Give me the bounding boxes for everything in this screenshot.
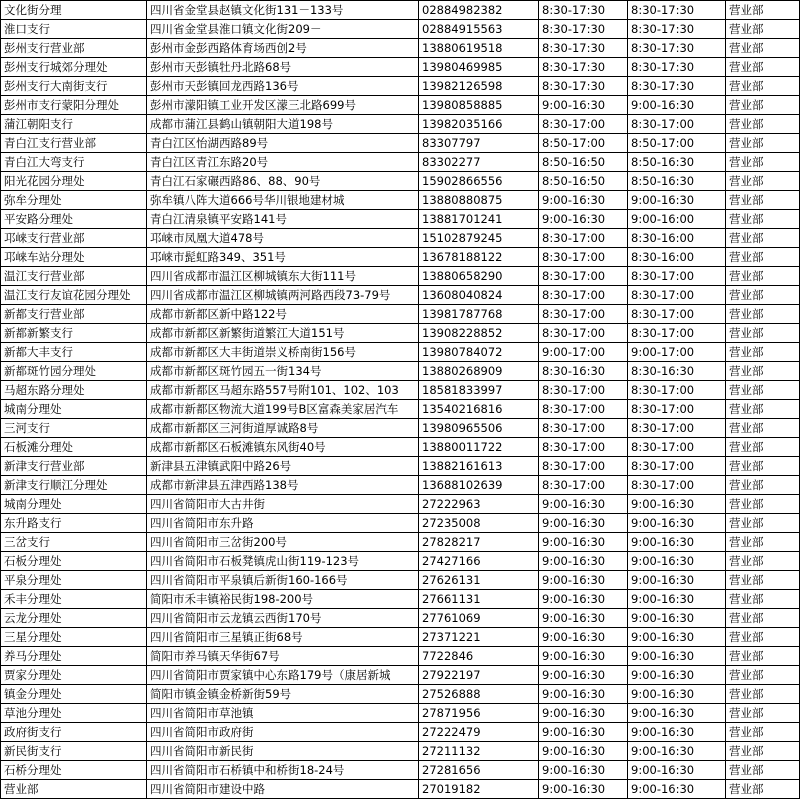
department-cell: 营业部	[726, 533, 800, 552]
address-cell: 青白江石家碾西路86、88、90号	[147, 172, 419, 191]
weekday-hours-cell: 9:00-16:30	[539, 514, 628, 533]
phone-cell: 18581833997	[419, 381, 539, 400]
department-cell: 营业部	[726, 780, 800, 799]
weekday-hours-cell: 8:30-17:00	[539, 438, 628, 457]
weekday-hours-cell: 8:30-17:00	[539, 248, 628, 267]
department-cell: 营业部	[726, 191, 800, 210]
phone-cell: 15902866556	[419, 172, 539, 191]
phone-cell: 27235008	[419, 514, 539, 533]
table-row	[1, 267, 800, 286]
weekday-hours-cell: 9:00-16:30	[539, 761, 628, 780]
branch-name-cell: 新津支行顺江分理处	[1, 476, 147, 495]
address-cell: 成都市新都区斑竹园五一街134号	[147, 362, 419, 381]
weekend-hours-cell: 9:00-16:30	[628, 704, 726, 723]
branch-name-cell: 青白江大弯支行	[1, 153, 147, 172]
department-cell: 营业部	[726, 172, 800, 191]
weekend-hours-cell: 9:00-16:30	[628, 742, 726, 761]
phone-cell: 27371221	[419, 628, 539, 647]
branch-name-cell: 邛崃支行营业部	[1, 229, 147, 248]
branch-name-cell: 云龙分理处	[1, 609, 147, 628]
weekday-hours-cell: 9:00-16:30	[539, 495, 628, 514]
weekday-hours-cell: 9:00-16:30	[539, 723, 628, 742]
branch-name-cell: 邛崃车站分理处	[1, 248, 147, 267]
address-cell: 四川省简阳市石桥镇中和桥街18-24号	[147, 761, 419, 780]
table-row	[1, 172, 800, 191]
phone-cell: 27211132	[419, 742, 539, 761]
weekend-hours-cell: 8:30-17:30	[628, 58, 726, 77]
table-row	[1, 343, 800, 362]
department-cell: 营业部	[726, 571, 800, 590]
table-row	[1, 305, 800, 324]
phone-cell: 13880619518	[419, 39, 539, 58]
department-cell: 营业部	[726, 210, 800, 229]
weekday-hours-cell: 9:00-16:30	[539, 628, 628, 647]
address-cell: 四川省简阳市三星镇正街68号	[147, 628, 419, 647]
department-cell: 营业部	[726, 476, 800, 495]
branch-name-cell: 三岔支行	[1, 533, 147, 552]
branch-name-cell: 政府街支行	[1, 723, 147, 742]
table-row	[1, 400, 800, 419]
branch-name-cell: 禾丰分理处	[1, 590, 147, 609]
weekday-hours-cell: 8:50-17:00	[539, 134, 628, 153]
department-cell: 营业部	[726, 742, 800, 761]
phone-cell: 13880880875	[419, 191, 539, 210]
table-row	[1, 1, 800, 20]
branch-name-cell: 草池分理处	[1, 704, 147, 723]
weekend-hours-cell: 9:00-16:30	[628, 780, 726, 799]
weekday-hours-cell: 8:30-17:00	[539, 286, 628, 305]
address-cell: 四川省简阳市新民街	[147, 742, 419, 761]
phone-cell: 13881701241	[419, 210, 539, 229]
address-cell: 四川省简阳市东升路	[147, 514, 419, 533]
weekend-hours-cell: 9:00-16:30	[628, 514, 726, 533]
phone-cell: 83307797	[419, 134, 539, 153]
department-cell: 营业部	[726, 153, 800, 172]
table-row	[1, 153, 800, 172]
phone-cell: 13980858885	[419, 96, 539, 115]
weekend-hours-cell: 8:30-17:00	[628, 381, 726, 400]
weekday-hours-cell: 9:00-16:30	[539, 210, 628, 229]
weekend-hours-cell: 9:00-17:00	[628, 343, 726, 362]
table-row	[1, 229, 800, 248]
table-row	[1, 533, 800, 552]
address-cell: 简阳市禾丰镇裕民街198-200号	[147, 590, 419, 609]
branch-name-cell: 文化街分理	[1, 1, 147, 20]
department-cell: 营业部	[726, 96, 800, 115]
branch-name-cell: 东升路支行	[1, 514, 147, 533]
phone-cell: 15102879245	[419, 229, 539, 248]
weekend-hours-cell: 8:30-17:00	[628, 457, 726, 476]
address-cell: 青白江区青江东路20号	[147, 153, 419, 172]
address-cell: 四川省简阳市平泉镇后新街160-166号	[147, 571, 419, 590]
table-row	[1, 362, 800, 381]
branch-name-cell: 新民街支行	[1, 742, 147, 761]
branch-name-cell: 平泉分理处	[1, 571, 147, 590]
weekend-hours-cell: 9:00-16:30	[628, 609, 726, 628]
department-cell: 营业部	[726, 58, 800, 77]
weekend-hours-cell: 9:00-16:30	[628, 571, 726, 590]
weekend-hours-cell: 8:50-16:30	[628, 153, 726, 172]
weekday-hours-cell: 9:00-16:30	[539, 666, 628, 685]
phone-cell: 13688102639	[419, 476, 539, 495]
table-row	[1, 590, 800, 609]
weekday-hours-cell: 9:00-16:30	[539, 552, 628, 571]
department-cell: 营业部	[726, 723, 800, 742]
table-row	[1, 419, 800, 438]
address-cell: 青白江区怡湖西路89号	[147, 134, 419, 153]
branch-table-body	[1, 1, 800, 799]
weekday-hours-cell: 8:30-17:00	[539, 229, 628, 248]
address-cell: 成都市新都区大丰街道崇义桥南街156号	[147, 343, 419, 362]
table-row	[1, 286, 800, 305]
branch-name-cell: 青白江支行营业部	[1, 134, 147, 153]
table-row	[1, 647, 800, 666]
weekend-hours-cell: 8:30-17:00	[628, 286, 726, 305]
weekday-hours-cell: 8:30-17:00	[539, 324, 628, 343]
phone-cell: 02884915563	[419, 20, 539, 39]
phone-cell: 27828217	[419, 533, 539, 552]
branch-name-cell: 三河支行	[1, 419, 147, 438]
phone-cell: 13980784072	[419, 343, 539, 362]
table-row	[1, 514, 800, 533]
weekend-hours-cell: 8:50-16:30	[628, 172, 726, 191]
address-cell: 成都市新都区新中路122号	[147, 305, 419, 324]
weekday-hours-cell: 8:30-17:00	[539, 419, 628, 438]
address-cell: 彭州市天彭镇牡丹北路68号	[147, 58, 419, 77]
table-row	[1, 457, 800, 476]
branch-name-cell: 彭州支行营业部	[1, 39, 147, 58]
weekday-hours-cell: 8:30-17:00	[539, 400, 628, 419]
table-row	[1, 495, 800, 514]
phone-cell: 27427166	[419, 552, 539, 571]
weekend-hours-cell: 8:30-17:30	[628, 77, 726, 96]
phone-cell: 27222963	[419, 495, 539, 514]
branch-name-cell: 新都新繁支行	[1, 324, 147, 343]
address-cell: 简阳市养马镇天华街67号	[147, 647, 419, 666]
table-row	[1, 742, 800, 761]
department-cell: 营业部	[726, 704, 800, 723]
department-cell: 营业部	[726, 647, 800, 666]
weekday-hours-cell: 9:00-16:30	[539, 590, 628, 609]
phone-cell: 13608040824	[419, 286, 539, 305]
phone-cell: 13880658290	[419, 267, 539, 286]
address-cell: 四川省简阳市建设中路	[147, 780, 419, 799]
weekday-hours-cell: 9:00-16:30	[539, 647, 628, 666]
department-cell: 营业部	[726, 761, 800, 780]
table-row	[1, 571, 800, 590]
address-cell: 四川省金堂县赵镇文化街131－133号	[147, 1, 419, 20]
phone-cell: 27922197	[419, 666, 539, 685]
address-cell: 四川省简阳市云龙镇云西街170号	[147, 609, 419, 628]
address-cell: 成都市新都区石板滩镇东风街40号	[147, 438, 419, 457]
department-cell: 营业部	[726, 685, 800, 704]
table-row	[1, 761, 800, 780]
table-row	[1, 685, 800, 704]
table-row	[1, 96, 800, 115]
weekend-hours-cell: 8:50-17:00	[628, 134, 726, 153]
weekday-hours-cell: 8:30-17:30	[539, 58, 628, 77]
weekday-hours-cell: 8:50-16:50	[539, 172, 628, 191]
phone-cell: 13982035166	[419, 115, 539, 134]
address-cell: 四川省简阳市贾家镇中心东路179号（康居新城	[147, 666, 419, 685]
address-cell: 四川省简阳市草池镇	[147, 704, 419, 723]
table-row	[1, 324, 800, 343]
branch-name-cell: 彭州支行城郊分理处	[1, 58, 147, 77]
table-row	[1, 210, 800, 229]
branch-name-cell: 蒲江朝阳支行	[1, 115, 147, 134]
phone-cell: 13882161613	[419, 457, 539, 476]
weekday-hours-cell: 9:00-16:30	[539, 780, 628, 799]
phone-cell: 13980469985	[419, 58, 539, 77]
weekend-hours-cell: 9:00-16:30	[628, 666, 726, 685]
branch-name-cell: 彭州支行大南街支行	[1, 77, 147, 96]
phone-cell: 13908228852	[419, 324, 539, 343]
phone-cell: 7722846	[419, 647, 539, 666]
weekend-hours-cell: 8:30-17:00	[628, 324, 726, 343]
weekday-hours-cell: 8:30-17:30	[539, 39, 628, 58]
department-cell: 营业部	[726, 248, 800, 267]
address-cell: 成都市新都区三河街道厚诚路8号	[147, 419, 419, 438]
branch-name-cell: 新都大丰支行	[1, 343, 147, 362]
weekend-hours-cell: 9:00-16:30	[628, 96, 726, 115]
branch-name-cell: 新都支行营业部	[1, 305, 147, 324]
branch-name-cell: 石桥分理处	[1, 761, 147, 780]
phone-cell: 13880268909	[419, 362, 539, 381]
department-cell: 营业部	[726, 590, 800, 609]
phone-cell: 27526888	[419, 685, 539, 704]
department-cell: 营业部	[726, 419, 800, 438]
table-row	[1, 20, 800, 39]
address-cell: 四川省成都市温江区柳城镇两河路西段73-79号	[147, 286, 419, 305]
weekend-hours-cell: 8:30-17:00	[628, 267, 726, 286]
table-row	[1, 438, 800, 457]
branch-name-cell: 镇金分理处	[1, 685, 147, 704]
table-row	[1, 552, 800, 571]
phone-cell: 13980965506	[419, 419, 539, 438]
phone-cell: 27222479	[419, 723, 539, 742]
weekend-hours-cell: 9:00-16:30	[628, 761, 726, 780]
weekend-hours-cell: 9:00-16:30	[628, 647, 726, 666]
weekday-hours-cell: 8:30-17:00	[539, 267, 628, 286]
address-cell: 四川省简阳市三岔街200号	[147, 533, 419, 552]
weekday-hours-cell: 9:00-16:30	[539, 571, 628, 590]
table-row	[1, 77, 800, 96]
phone-cell: 27019182	[419, 780, 539, 799]
department-cell: 营业部	[726, 438, 800, 457]
department-cell: 营业部	[726, 134, 800, 153]
branch-name-cell: 三星分理处	[1, 628, 147, 647]
table-row	[1, 248, 800, 267]
weekend-hours-cell: 8:30-17:00	[628, 115, 726, 134]
department-cell: 营业部	[726, 229, 800, 248]
weekday-hours-cell: 9:00-16:30	[539, 533, 628, 552]
branch-name-cell: 营业部	[1, 780, 147, 799]
phone-cell: 83302277	[419, 153, 539, 172]
address-cell: 弥牟镇八阵大道666号华川银地建材城	[147, 191, 419, 210]
department-cell: 营业部	[726, 286, 800, 305]
weekend-hours-cell: 8:30-16:30	[628, 362, 726, 381]
weekend-hours-cell: 8:30-17:30	[628, 39, 726, 58]
address-cell: 简阳市镇金镇金桥新街59号	[147, 685, 419, 704]
weekday-hours-cell: 8:30-17:00	[539, 305, 628, 324]
address-cell: 成都市新津县五津西路138号	[147, 476, 419, 495]
table-row	[1, 191, 800, 210]
table-row	[1, 381, 800, 400]
address-cell: 四川省简阳市大古井街	[147, 495, 419, 514]
weekend-hours-cell: 9:00-16:30	[628, 191, 726, 210]
branch-name-cell: 养马分理处	[1, 647, 147, 666]
branch-name-cell: 石板分理处	[1, 552, 147, 571]
department-cell: 营业部	[726, 552, 800, 571]
department-cell: 营业部	[726, 324, 800, 343]
table-row	[1, 780, 800, 799]
address-cell: 成都市蒲江县鹤山镇朝阳大道198号	[147, 115, 419, 134]
phone-cell: 27281656	[419, 761, 539, 780]
weekend-hours-cell: 9:00-16:00	[628, 210, 726, 229]
weekday-hours-cell: 8:30-17:00	[539, 115, 628, 134]
department-cell: 营业部	[726, 362, 800, 381]
address-cell: 四川省成都市温江区柳城镇东大街111号	[147, 267, 419, 286]
weekend-hours-cell: 8:30-17:00	[628, 419, 726, 438]
address-cell: 邛崃市凤凰大道478号	[147, 229, 419, 248]
weekend-hours-cell: 9:00-16:30	[628, 533, 726, 552]
department-cell: 营业部	[726, 457, 800, 476]
branch-name-cell: 石板滩分理处	[1, 438, 147, 457]
branch-name-cell: 阳光花园分理处	[1, 172, 147, 191]
weekend-hours-cell: 9:00-16:30	[628, 495, 726, 514]
weekday-hours-cell: 9:00-16:30	[539, 704, 628, 723]
table-row	[1, 39, 800, 58]
weekend-hours-cell: 8:30-17:30	[628, 20, 726, 39]
branch-name-cell: 淮口支行	[1, 20, 147, 39]
branch-name-cell: 平安路分理处	[1, 210, 147, 229]
weekend-hours-cell: 8:30-17:00	[628, 305, 726, 324]
weekday-hours-cell: 8:30-17:00	[539, 476, 628, 495]
table-row	[1, 628, 800, 647]
phone-cell: 13880011722	[419, 438, 539, 457]
weekday-hours-cell: 8:30-17:00	[539, 381, 628, 400]
weekend-hours-cell: 8:30-17:00	[628, 476, 726, 495]
table-row	[1, 704, 800, 723]
branch-name-cell: 新津支行营业部	[1, 457, 147, 476]
phone-cell: 02884982382	[419, 1, 539, 20]
department-cell: 营业部	[726, 77, 800, 96]
address-cell: 彭州市天彭镇回龙西路136号	[147, 77, 419, 96]
weekend-hours-cell: 8:30-17:30	[628, 1, 726, 20]
phone-cell: 27661131	[419, 590, 539, 609]
address-cell: 新津县五津镇武阳中路26号	[147, 457, 419, 476]
weekend-hours-cell: 9:00-16:30	[628, 685, 726, 704]
weekday-hours-cell: 8:30-16:30	[539, 362, 628, 381]
phone-cell: 13678188122	[419, 248, 539, 267]
address-cell: 四川省金堂县淮口镇文化街209－	[147, 20, 419, 39]
weekend-hours-cell: 8:30-16:00	[628, 248, 726, 267]
address-cell: 成都市新都区新繁街道繁江大道151号	[147, 324, 419, 343]
phone-cell: 13540216816	[419, 400, 539, 419]
address-cell: 彭州市金彭西路体育场西创2号	[147, 39, 419, 58]
branch-name-cell: 弥牟分理处	[1, 191, 147, 210]
weekend-hours-cell: 9:00-16:30	[628, 723, 726, 742]
department-cell: 营业部	[726, 20, 800, 39]
weekday-hours-cell: 9:00-16:30	[539, 609, 628, 628]
weekend-hours-cell: 9:00-16:30	[628, 590, 726, 609]
department-cell: 营业部	[726, 1, 800, 20]
address-cell: 邛崃市髭虹路349、351号	[147, 248, 419, 267]
department-cell: 营业部	[726, 267, 800, 286]
weekday-hours-cell: 9:00-16:30	[539, 191, 628, 210]
weekday-hours-cell: 9:00-16:30	[539, 742, 628, 761]
phone-cell: 27761069	[419, 609, 539, 628]
table-row	[1, 115, 800, 134]
weekday-hours-cell: 8:30-17:00	[539, 457, 628, 476]
branch-name-cell: 温江支行营业部	[1, 267, 147, 286]
table-row	[1, 723, 800, 742]
table-row	[1, 476, 800, 495]
department-cell: 营业部	[726, 666, 800, 685]
department-cell: 营业部	[726, 381, 800, 400]
address-cell: 彭州市濛阳镇工业开发区濛三北路699号	[147, 96, 419, 115]
weekday-hours-cell: 9:00-16:30	[539, 685, 628, 704]
table-row	[1, 666, 800, 685]
weekend-hours-cell: 9:00-16:30	[628, 552, 726, 571]
department-cell: 营业部	[726, 305, 800, 324]
table-row	[1, 134, 800, 153]
branch-name-cell: 新都斑竹园分理处	[1, 362, 147, 381]
branch-name-cell: 温江支行友谊花园分理处	[1, 286, 147, 305]
weekday-hours-cell: 8:30-17:30	[539, 1, 628, 20]
address-cell: 成都市新都区物流大道199号B区富森美家居汽车	[147, 400, 419, 419]
branch-name-cell: 彭州市支行蒙阳分理处	[1, 96, 147, 115]
address-cell: 四川省简阳市石板凳镇虎山街119-123号	[147, 552, 419, 571]
branch-name-cell: 马超东路分理处	[1, 381, 147, 400]
address-cell: 四川省简阳市政府街	[147, 723, 419, 742]
department-cell: 营业部	[726, 115, 800, 134]
phone-cell: 27626131	[419, 571, 539, 590]
weekday-hours-cell: 9:00-17:00	[539, 343, 628, 362]
department-cell: 营业部	[726, 39, 800, 58]
weekend-hours-cell: 9:00-16:30	[628, 628, 726, 647]
department-cell: 营业部	[726, 514, 800, 533]
table-row	[1, 609, 800, 628]
phone-cell: 27871956	[419, 704, 539, 723]
weekday-hours-cell: 8:30-17:30	[539, 77, 628, 96]
address-cell: 成都市新都区马超东路557号附101、102、103	[147, 381, 419, 400]
department-cell: 营业部	[726, 628, 800, 647]
department-cell: 营业部	[726, 400, 800, 419]
weekday-hours-cell: 8:30-17:30	[539, 20, 628, 39]
department-cell: 营业部	[726, 343, 800, 362]
department-cell: 营业部	[726, 495, 800, 514]
branch-name-cell: 贾家分理处	[1, 666, 147, 685]
department-cell: 营业部	[726, 609, 800, 628]
weekend-hours-cell: 8:30-17:00	[628, 400, 726, 419]
weekend-hours-cell: 8:30-16:00	[628, 229, 726, 248]
weekday-hours-cell: 8:50-16:50	[539, 153, 628, 172]
branch-name-cell: 城南分理处	[1, 495, 147, 514]
branch-name-cell: 城南分理处	[1, 400, 147, 419]
weekday-hours-cell: 9:00-16:30	[539, 96, 628, 115]
phone-cell: 13981787768	[419, 305, 539, 324]
table-row	[1, 58, 800, 77]
weekend-hours-cell: 8:30-17:00	[628, 438, 726, 457]
phone-cell: 13982126598	[419, 77, 539, 96]
address-cell: 青白江清泉镇平安路141号	[147, 210, 419, 229]
